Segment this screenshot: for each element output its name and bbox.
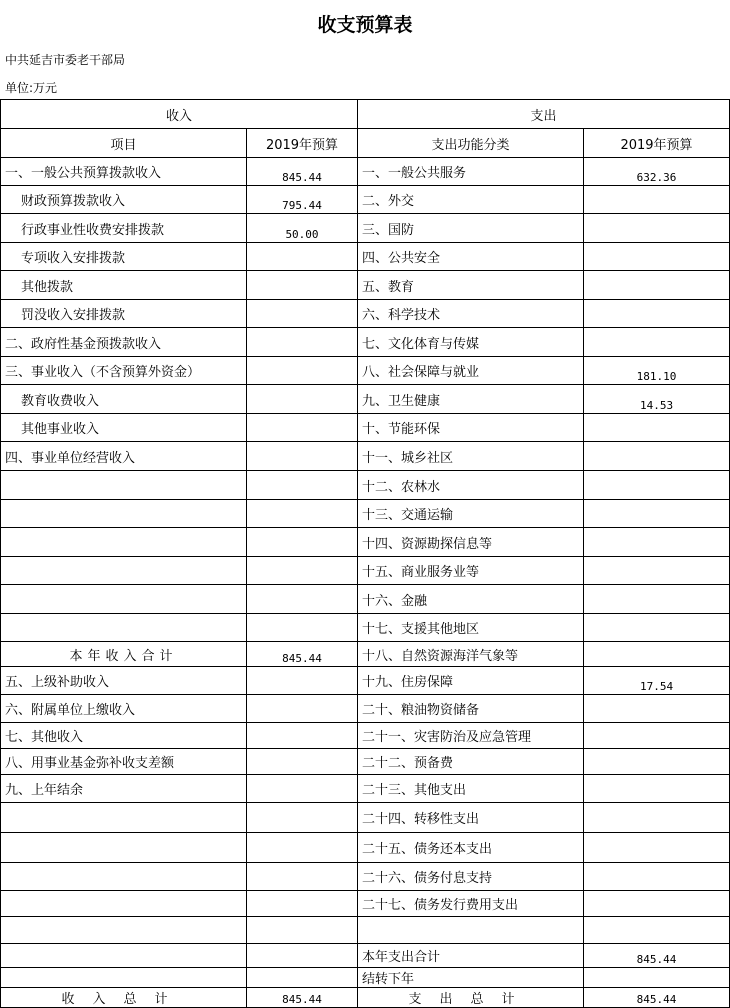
income-value: [247, 557, 358, 585]
income-label: [1, 471, 247, 500]
group-header-row: [1, 100, 730, 129]
table-row: [1, 749, 730, 775]
expense-value: 845.44: [584, 988, 730, 1008]
income-label: 其他拨款: [1, 271, 247, 300]
expense-header: 支出: [358, 100, 730, 129]
expense-label: 二十七、债务发行费用支出: [358, 891, 584, 917]
table-row: [1, 243, 730, 271]
income-label: 其他事业收入: [1, 414, 247, 442]
income-label: [1, 528, 247, 557]
income-value: 795.44: [247, 186, 358, 214]
organization-name: 中共延吉市委老干部局: [5, 53, 126, 67]
income-value: [247, 667, 358, 695]
income-label: [1, 500, 247, 528]
budget-table: [0, 99, 730, 1008]
income-value: [247, 328, 358, 357]
expense-value: [584, 833, 730, 863]
expense-value: [584, 442, 730, 471]
expense-value: [584, 695, 730, 723]
table-row: [1, 833, 730, 863]
income-label: 本年收入合计: [1, 642, 247, 667]
table-row: [1, 614, 730, 642]
income-value: [247, 944, 358, 968]
column-header-row: [1, 129, 730, 158]
expense-value: 17.54: [584, 667, 730, 695]
table-row: [1, 863, 730, 891]
income-value: [247, 775, 358, 803]
table-row: [1, 968, 730, 988]
expense-label: 六、科学技术: [358, 300, 584, 328]
expense-value: 14.53: [584, 385, 730, 414]
expense-label: 二十二、预备费: [358, 749, 584, 775]
expense-label: 十一、城乡社区: [358, 442, 584, 471]
table-row: [1, 300, 730, 328]
income-value: [247, 614, 358, 642]
expense-label: 四、公共安全: [358, 243, 584, 271]
income-label: 行政事业性收费安排拨款: [1, 214, 247, 243]
income-label: [1, 803, 247, 833]
income-label: [1, 944, 247, 968]
table-row: [1, 667, 730, 695]
income-label: 七、其他收入: [1, 723, 247, 749]
expense-label: 十五、商业服务业等: [358, 557, 584, 585]
expense-label: 十九、住房保障: [358, 667, 584, 695]
income-header: 收入: [1, 100, 358, 129]
income-label: [1, 863, 247, 891]
expense-value: [584, 471, 730, 500]
expense-label: 十七、支援其他地区: [358, 614, 584, 642]
expense-label: 结转下年: [358, 968, 584, 988]
table-row: [1, 442, 730, 471]
expense-label: 二十三、其他支出: [358, 775, 584, 803]
income-value: [247, 414, 358, 442]
income-label: 二、政府性基金预拨款收入: [1, 328, 247, 357]
income-value: [247, 500, 358, 528]
table-row: [1, 944, 730, 968]
expense-value: [584, 214, 730, 243]
income-label: 财政预算拨款收入: [1, 186, 247, 214]
expense-value: [584, 803, 730, 833]
expense-label: 八、社会保障与就业: [358, 357, 584, 385]
expense-label: 十四、资源勘探信息等: [358, 528, 584, 557]
income-value: [247, 528, 358, 557]
page-title: 收支预算表: [317, 14, 413, 36]
income-value: [247, 243, 358, 271]
expense-value: [584, 414, 730, 442]
expense-value: [584, 585, 730, 614]
income-label: 收入总计: [1, 988, 247, 1008]
expense-value: [584, 243, 730, 271]
expense-label: 十、节能环保: [358, 414, 584, 442]
table-row: [1, 357, 730, 385]
income-value: [247, 385, 358, 414]
expense-value: [584, 863, 730, 891]
expense-label: 十八、自然资源海洋气象等: [358, 642, 584, 667]
expense-value: [584, 723, 730, 749]
table-row: [1, 186, 730, 214]
table-row: [1, 891, 730, 917]
expense-value: 845.44: [584, 944, 730, 968]
table-row: [1, 500, 730, 528]
table-row: [1, 585, 730, 614]
expense-label: 一、一般公共服务: [358, 158, 584, 186]
expense-label: 十六、金融: [358, 585, 584, 614]
expense-value: [584, 775, 730, 803]
table-row: [1, 528, 730, 557]
table-row: [1, 271, 730, 300]
income-label: [1, 585, 247, 614]
income-label: 一、一般公共预算拨款收入: [1, 158, 247, 186]
table-row: [1, 917, 730, 944]
table-row: [1, 328, 730, 357]
expense-label: 二十五、债务还本支出: [358, 833, 584, 863]
income-value: 845.44: [247, 988, 358, 1008]
income-value: [247, 968, 358, 988]
income-value: [247, 891, 358, 917]
income-value: [247, 585, 358, 614]
expense-label: 三、国防: [358, 214, 584, 243]
expense-value: [584, 891, 730, 917]
income-value: [247, 442, 358, 471]
expense-budget-header: 2019年预算: [584, 129, 730, 158]
income-label: 六、附属单位上缴收入: [1, 695, 247, 723]
income-value: [247, 300, 358, 328]
income-value: [247, 917, 358, 944]
table-row: [1, 775, 730, 803]
expense-value: [584, 300, 730, 328]
expense-value: [584, 186, 730, 214]
table-row: [1, 803, 730, 833]
income-label: [1, 917, 247, 944]
income-label: 教育收费收入: [1, 385, 247, 414]
table-row: [1, 723, 730, 749]
expense-value: 181.10: [584, 357, 730, 385]
expense-label: 十二、农林水: [358, 471, 584, 500]
income-value: [247, 695, 358, 723]
table-row: [1, 695, 730, 723]
func-class-header: 支出功能分类: [358, 129, 584, 158]
table-row: [1, 557, 730, 585]
expense-label: 支出总计: [358, 988, 584, 1008]
income-label: 专项收入安排拨款: [1, 243, 247, 271]
expense-value: [584, 328, 730, 357]
income-value: [247, 803, 358, 833]
income-label: 三、事业收入（不含预算外资金）: [1, 357, 247, 385]
expense-label: 本年支出合计: [358, 944, 584, 968]
income-label: [1, 833, 247, 863]
expense-label: 十三、交通运输: [358, 500, 584, 528]
income-label: [1, 557, 247, 585]
income-label: 九、上年结余: [1, 775, 247, 803]
expense-value: [584, 642, 730, 667]
expense-value: [584, 271, 730, 300]
expense-value: [584, 614, 730, 642]
table-row: [1, 642, 730, 667]
income-value: [247, 723, 358, 749]
expense-label: 二、外交: [358, 186, 584, 214]
income-label: 五、上级补助收入: [1, 667, 247, 695]
table-row: [1, 414, 730, 442]
table-row: [1, 471, 730, 500]
expense-label: 七、文化体育与传媒: [358, 328, 584, 357]
income-value: [247, 357, 358, 385]
expense-label: 二十、粮油物资储备: [358, 695, 584, 723]
income-value: 845.44: [247, 642, 358, 667]
income-label: [1, 614, 247, 642]
item-header: 项目: [1, 129, 247, 158]
expense-label: 九、卫生健康: [358, 385, 584, 414]
income-label: 四、事业单位经营收入: [1, 442, 247, 471]
expense-value: [584, 968, 730, 988]
income-value: [247, 271, 358, 300]
expense-value: [584, 528, 730, 557]
expense-label: 二十六、债务付息支持: [358, 863, 584, 891]
unit-label: 单位:万元: [5, 81, 58, 95]
expense-value: [584, 500, 730, 528]
income-value: [247, 749, 358, 775]
expense-value: 632.36: [584, 158, 730, 186]
income-value: [247, 863, 358, 891]
expense-label: 五、教育: [358, 271, 584, 300]
expense-value: [584, 749, 730, 775]
expense-label: 二十一、灾害防治及应急管理: [358, 723, 584, 749]
income-value: [247, 471, 358, 500]
income-label: 八、用事业基金弥补收支差额: [1, 749, 247, 775]
table-row: [1, 158, 730, 186]
income-budget-header: 2019年预算: [247, 129, 358, 158]
income-value: 845.44: [247, 158, 358, 186]
income-value: 50.00: [247, 214, 358, 243]
table-row: [1, 214, 730, 243]
expense-value: [584, 917, 730, 944]
income-value: [247, 833, 358, 863]
table-row: [1, 385, 730, 414]
expense-label: 二十四、转移性支出: [358, 803, 584, 833]
income-label: [1, 968, 247, 988]
income-label: 罚没收入安排拨款: [1, 300, 247, 328]
expense-value: [584, 557, 730, 585]
income-label: [1, 891, 247, 917]
expense-label: [358, 917, 584, 944]
